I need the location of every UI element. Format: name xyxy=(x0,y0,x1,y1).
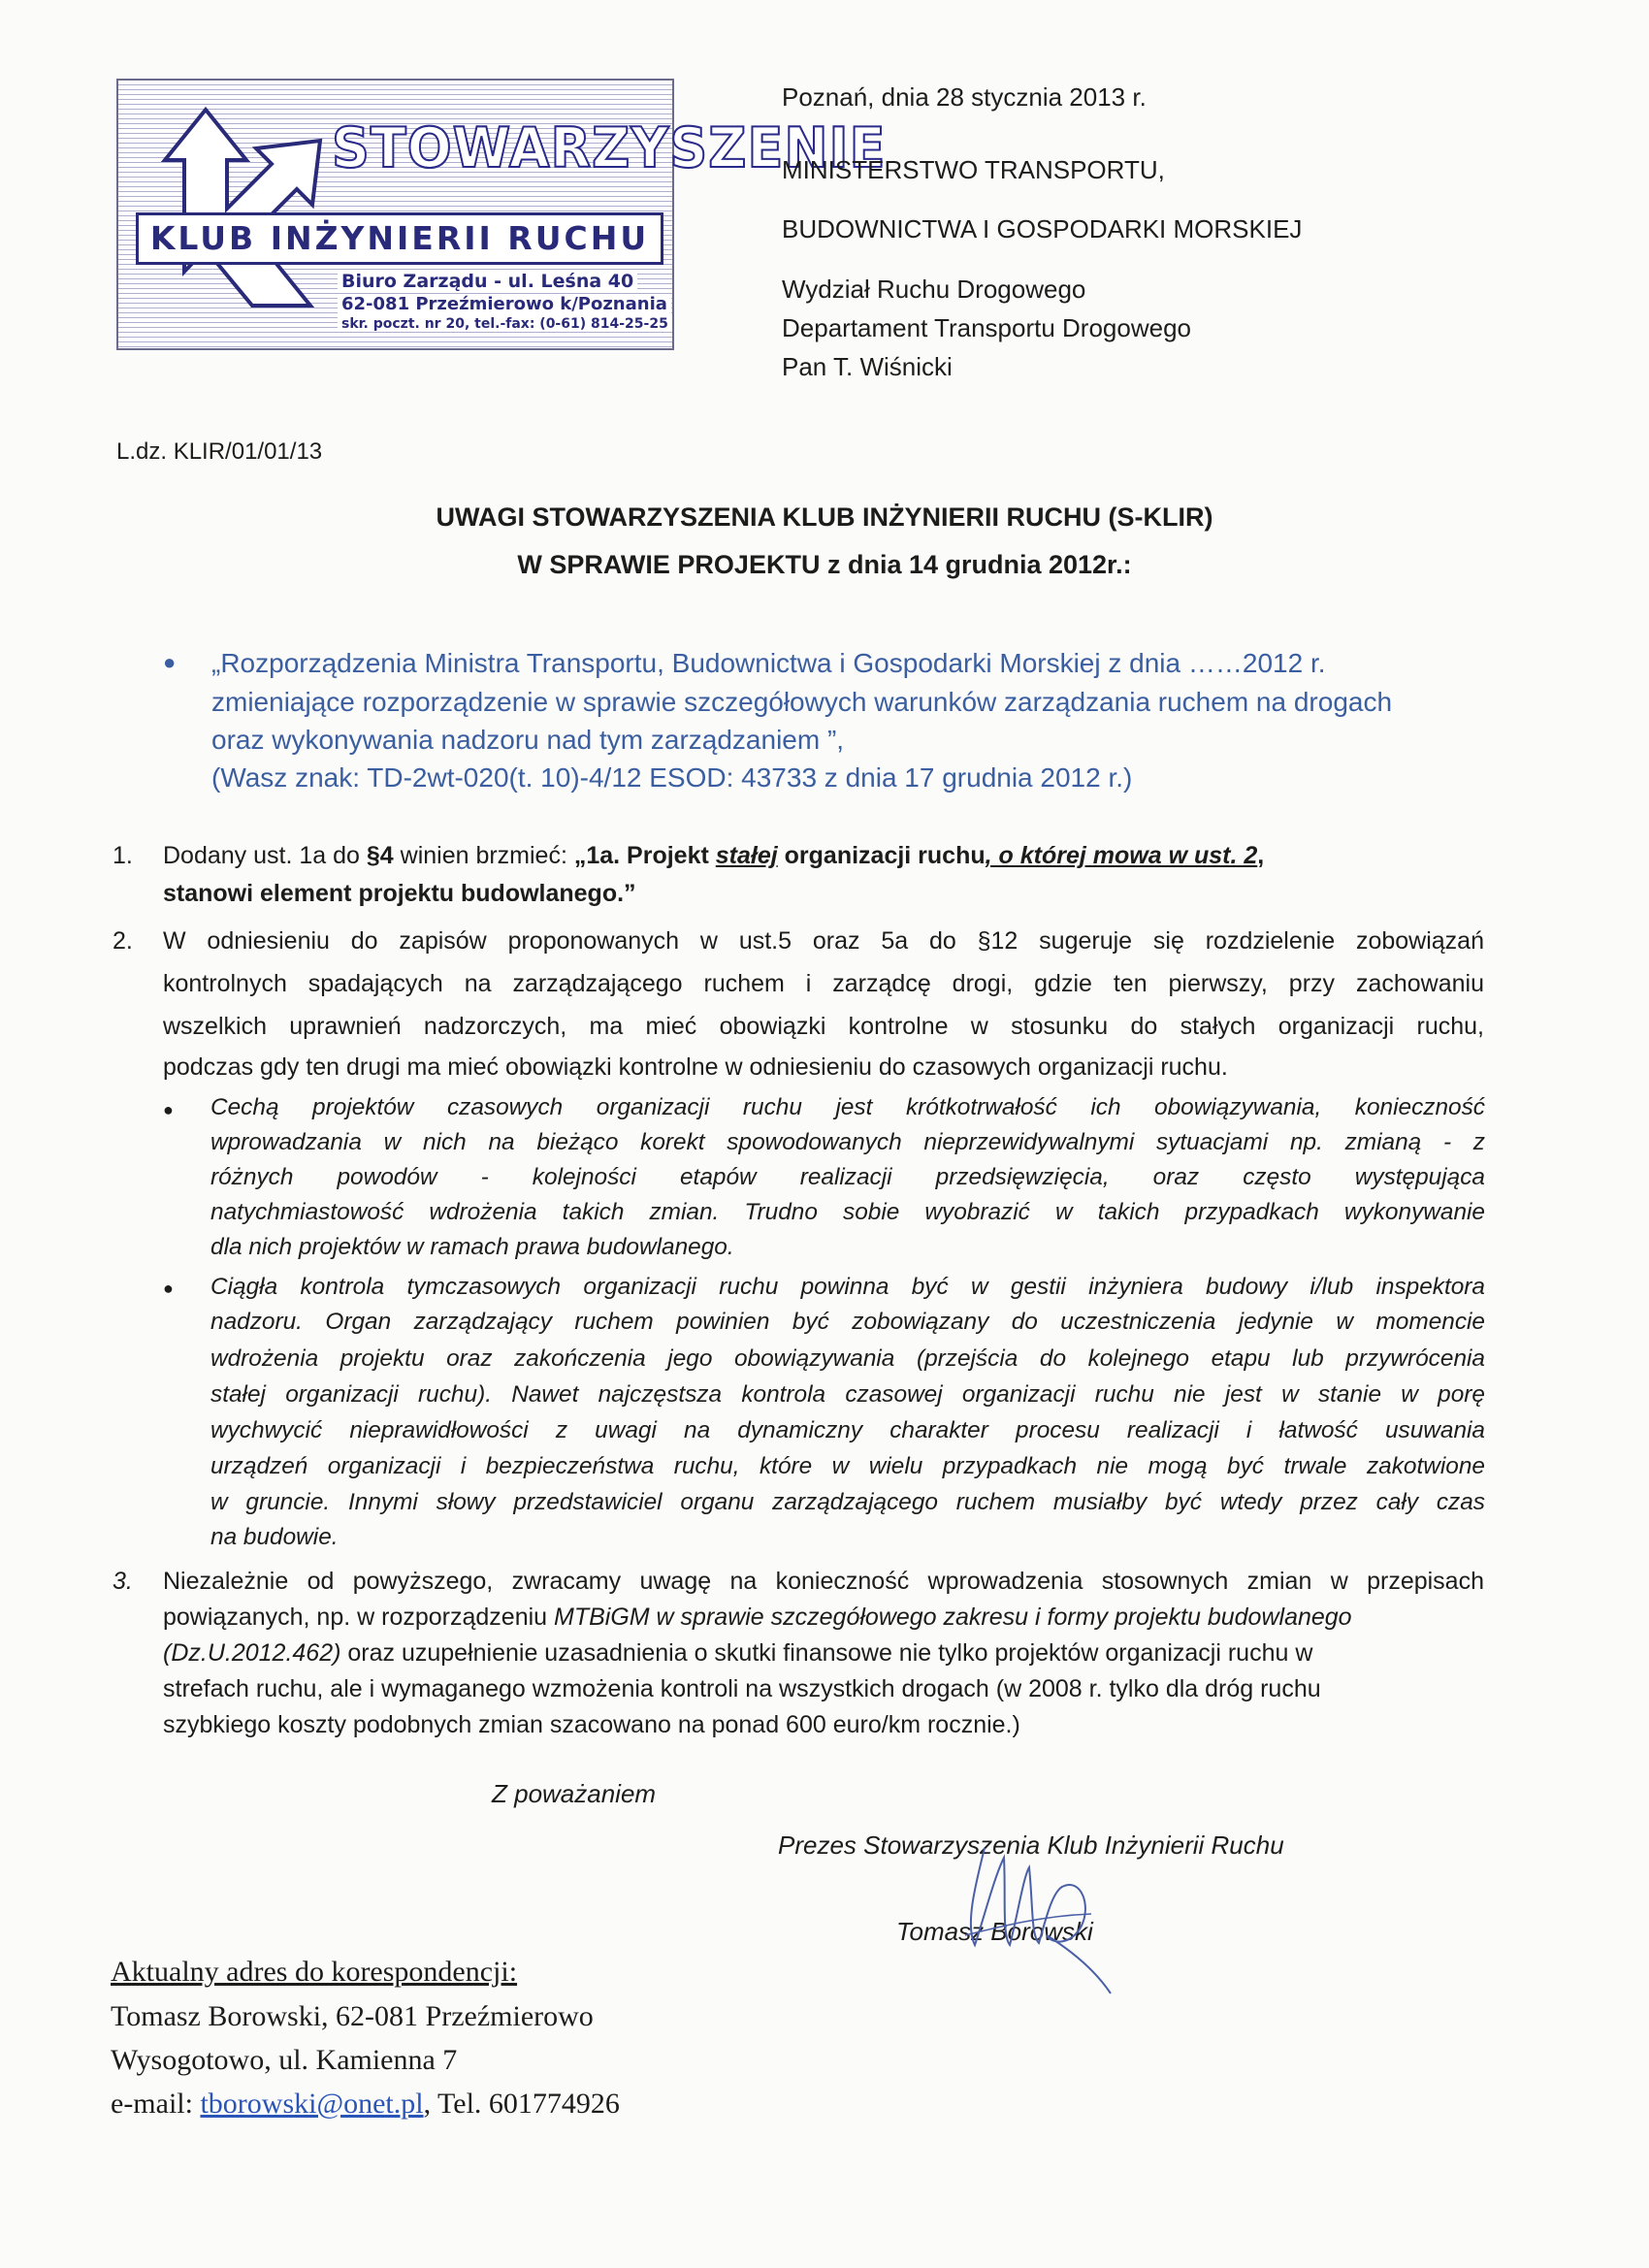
point1-quote-mid: organizacji ruchu xyxy=(777,842,986,869)
bullet-icon: ● xyxy=(163,1279,174,1298)
point-number: 1. xyxy=(113,842,133,869)
point3-text: powiązanych, np. w rozporządzeniu xyxy=(163,1604,555,1631)
bullet2-line1: Ciągła kontrola tymczasowych organizacji ruchu powinna być w gestii inżyniera budowy i/lub inspektora xyxy=(210,1274,1485,1300)
recipient-person: Pan T. Wiśnicki xyxy=(782,352,953,381)
department-line1: Wydział Ruchu Drogowego xyxy=(782,275,1086,304)
point1-text: Dodany ust. 1a do xyxy=(163,842,367,869)
point1-stalej: stałej xyxy=(715,842,778,869)
point1-quote-start: „1a. Projekt xyxy=(573,842,716,869)
title-line2: W SPRAWIE PROJEKTU z dnia 14 grudnia 2012r.: xyxy=(517,550,1132,579)
point1-text: winien brzmieć: xyxy=(393,842,574,869)
logo-address-line3: skr. poczt. nr 20, tel.-fax: (0-61) 814-25-25 xyxy=(338,316,672,332)
project-line1: „Rozporządzenia Ministra Transportu, Budownictwa i Gospodarki Morskiej z dnia ……2012 r. xyxy=(211,648,1326,678)
point1-underlined: , o której mowa w ust. 2 xyxy=(985,842,1258,869)
point3-line4: strefach ruchu, ale i wymaganego wzmożenia kontroli na wszystkich drogach (w 2008 r. tylko dla dróg ruchu xyxy=(163,1675,1321,1702)
point1-section: §4 xyxy=(366,842,394,869)
bullet2-line5: wychwycić nieprawidłowości z uwagi na dynamiczny charakter procesu realizacji i łatwość usuwania xyxy=(210,1417,1485,1443)
project-line3: oraz wykonywania nadzoru nad tym zarządzaniem ”, xyxy=(211,725,845,755)
point3-line3 xyxy=(163,1639,1312,1668)
point2-line4: podczas gdy ten drugi ma mieć obowiązki kontrolne w odniesieniu do czasowych organizacji ruchu. xyxy=(163,1053,1228,1081)
address-contact xyxy=(111,2088,620,2121)
bullet2-line3: wdrożenia projektu oraz zakończenia jego obowiązywania (przejścia do kolejnego etapu lub przywrócenia xyxy=(210,1345,1485,1372)
point3-journal-ref: (Dz.U.2012.462) xyxy=(163,1639,341,1667)
point3-line1: Niezależnie od powyższego, zwracamy uwagę na konieczność wprowadzenia stosownych zmian w przepisach xyxy=(163,1568,1484,1595)
logo-address-line1: Biuro Zarządu - ul. Leśna 40 xyxy=(338,271,637,292)
logo-name-bar xyxy=(136,212,663,265)
bullet2-line4: stałej organizacji ruchu). Nawet najczęstsza kontrola czasowej organizacji ruchu nie jest w stanie w porę xyxy=(210,1381,1485,1408)
signature-icon xyxy=(946,1799,1140,2003)
logo-name-line1: STOWARZYSZENIE xyxy=(332,115,887,180)
point-number: 3. xyxy=(113,1568,133,1595)
organization-logo xyxy=(116,79,887,350)
project-line2: zmieniające rozporządzenie w sprawie szczegółowych warunków zarządzania ruchem na drogach xyxy=(211,687,1393,717)
point-number: 2. xyxy=(113,927,133,955)
address-line2: Wysogotowo, ul. Kamienna 7 xyxy=(111,2044,458,2076)
logo-name-line2: KLUB INŻYNIERII RUCHU xyxy=(149,219,650,257)
signatory-role: Prezes Stowarzyszenia Klub Inżynierii Ruchu xyxy=(778,1831,1284,1860)
bullet2-line8: na budowie. xyxy=(210,1524,339,1550)
closing-regards: Z poważaniem xyxy=(492,1779,657,1808)
point2-line3: wszelkich uprawnień nadzorczych, ma mieć obowiązki kontrolne w stosunku do stałych organizacji ruchu, xyxy=(163,1013,1484,1040)
bullet1-line4: natychmiastowość wdrożenia takich zmian. Trudno sobie wyobrazić w takich przypadkach wykonywanie xyxy=(210,1199,1485,1225)
point3-line5: szybkiego koszty podobnych zmian szacowano na ponad 600 euro/km rocznie.) xyxy=(163,1711,1020,1738)
point1-comma: , xyxy=(1257,842,1265,869)
reference-number: L.dz. KLIR/01/01/13 xyxy=(116,438,323,465)
project-line4: (Wasz znak: TD-2wt-020(t. 10)-4/12 ESOD: 43733 z dnia 17 grudnia 2012 r.) xyxy=(211,762,1133,793)
signatory-name: Tomasz Borowski xyxy=(896,1917,1093,1946)
point2-line2: kontrolnych spadających na zarządzającego ruchem i zarządcę drogi, gdzie ten pierwszy, przy zachowaniu xyxy=(163,970,1484,997)
department-line2: Departament Transportu Drogowego xyxy=(782,313,1192,342)
email-link[interactable]: tborowski@onet.pl xyxy=(200,2088,424,2120)
point3-regulation: MTBiGM w sprawie szczegółowego zakresu i formy projektu budowlanego xyxy=(554,1604,1352,1631)
bullet1-line5: dla nich projektów w ramach prawa budowlanego. xyxy=(210,1234,734,1260)
address-heading: Aktualny adres do korespondencji: xyxy=(111,1956,518,1988)
title-line1: UWAGI STOWARZYSZENIA KLUB INŻYNIERII RUCHU (S-KLIR) xyxy=(436,502,1213,532)
bullet-icon: ● xyxy=(163,1100,174,1119)
point1-line2: stanowi element projektu budowlanego.” xyxy=(163,880,636,907)
point1-line1 xyxy=(163,842,1264,870)
recipient-line1: MINISTERSTWO TRANSPORTU, xyxy=(782,155,1165,184)
place-date: Poznań, dnia 28 stycznia 2013 r. xyxy=(782,82,1147,112)
phone-text: , Tel. 601774926 xyxy=(423,2088,620,2120)
address-line1: Tomasz Borowski, 62-081 Przeźmierowo xyxy=(111,2000,594,2032)
bullet1-line1: Cechą projektów czasowych organizacji ruchu jest krótkotrwałość ich obowiązywania, konieczność xyxy=(210,1094,1485,1120)
point3-text: oraz uzupełnienie uzasadnienia o skutki finansowe nie tylko projektów organizacji ruchu w xyxy=(340,1639,1313,1667)
bullet1-line2: wprowadzania w nich na bieżąco korekt spowodowanych nieprzewidywalnymi sytuacjami np. zmianą - z xyxy=(210,1129,1485,1155)
email-label: e-mail: xyxy=(111,2088,201,2120)
bullet2-line2: nadzoru. Organ zarządzający ruchem powinien być zobowiązany do uczestniczenia jedynie w momencie xyxy=(210,1309,1485,1335)
recipient-line2: BUDOWNICTWA I GOSPODARKI MORSKIEJ xyxy=(782,214,1303,243)
bullet-icon: ● xyxy=(163,650,177,674)
bullet1-line3: różnych powodów - kolejności etapów realizacji przedsięwzięcia, oraz często występująca xyxy=(210,1164,1485,1190)
logo-address-line2: 62-081 Przeźmierowo k/Poznania xyxy=(338,294,671,314)
bullet2-line6: urządzeń organizacji i bezpieczeństwa ruchu, które w wielu przypadkach nie mogą być trwale zakotwione xyxy=(210,1453,1485,1479)
point3-line2 xyxy=(163,1604,1352,1632)
bullet2-line7: w gruncie. Innymi słowy przedstawiciel organu zarządzającego ruchem musiałby być wtedy przez cały czas xyxy=(210,1489,1485,1515)
point2-line1: W odniesieniu do zapisów proponowanych w ust.5 oraz 5a do §12 sugeruje się rozdzielenie zobowiązań xyxy=(163,927,1484,955)
